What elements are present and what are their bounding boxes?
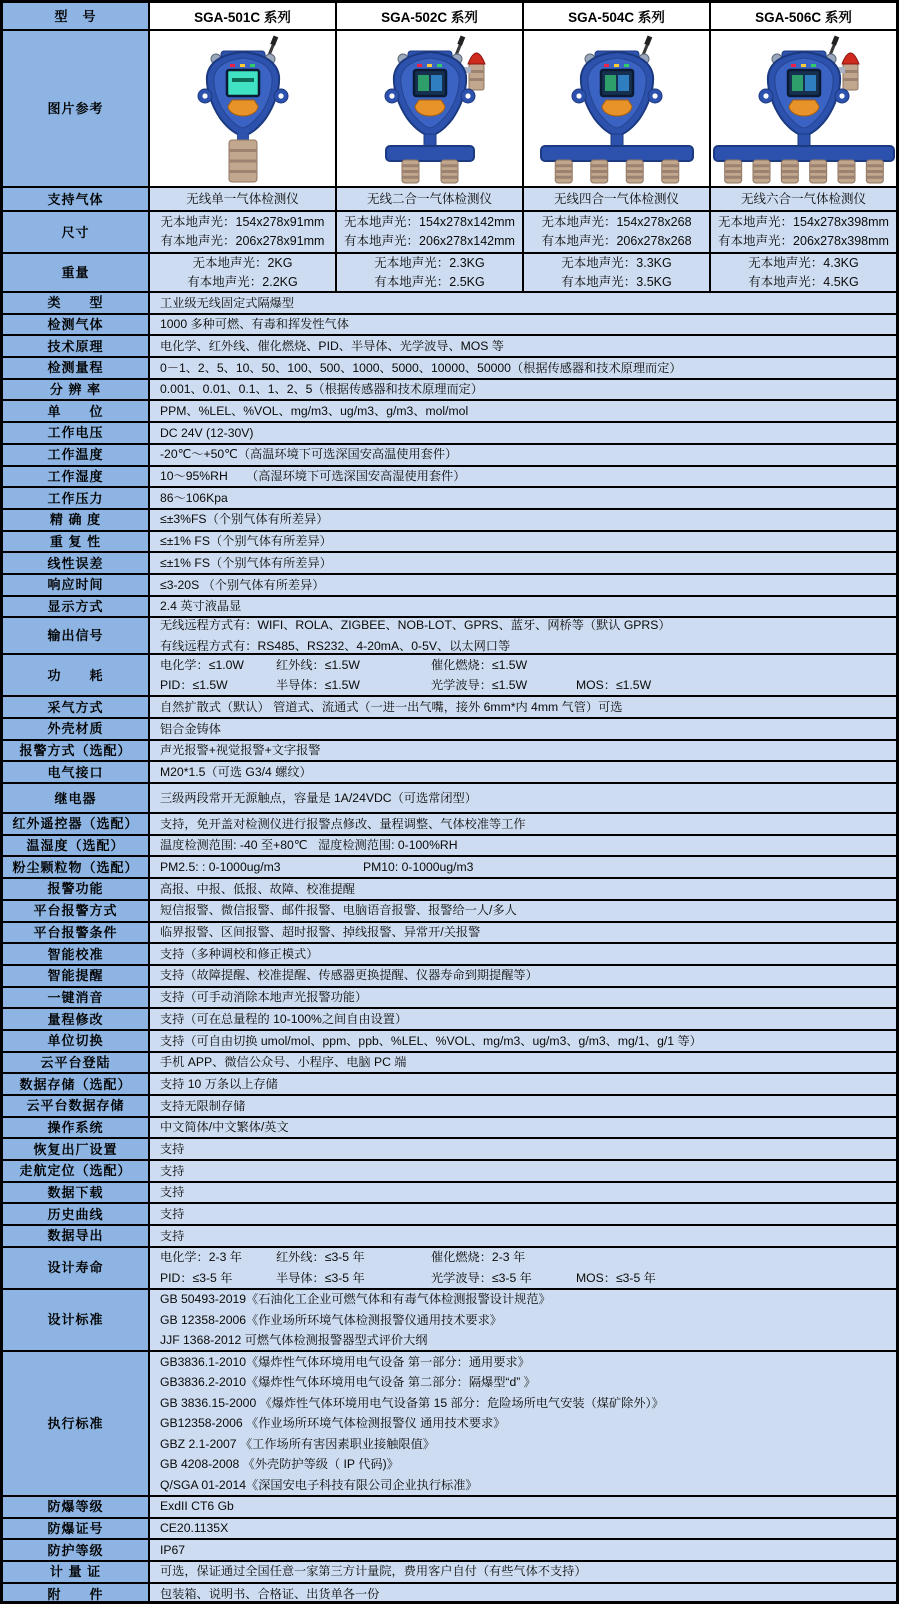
spec-value-segment: 红外线：≤1.5W xyxy=(276,657,360,672)
spec-row-label: 精 确 度 xyxy=(3,510,150,530)
spec-row-value xyxy=(150,1074,896,1094)
comparison-cell xyxy=(711,254,896,291)
spec-row-value xyxy=(150,1540,896,1560)
spec-row-value xyxy=(150,879,896,899)
comparison-cell xyxy=(711,188,896,210)
spec-row xyxy=(3,814,896,836)
spec-row-value xyxy=(150,1519,896,1539)
spec-row-label: 防爆证号 xyxy=(3,1519,150,1539)
spec-row xyxy=(3,988,896,1010)
spec-row-label: 重 复 性 xyxy=(3,532,150,552)
model-column-header: SGA-506C 系列 xyxy=(711,3,896,29)
comparison-row-cells xyxy=(150,212,896,252)
comparison-cell xyxy=(150,188,337,210)
spec-value-segment: 光学波导：≤1.5W xyxy=(431,678,528,693)
spec-row-value xyxy=(150,1497,896,1517)
spec-row-value xyxy=(150,1183,896,1203)
spec-row xyxy=(3,510,896,532)
spec-row-label: 数据导出 xyxy=(3,1226,150,1246)
comparison-cell-line: 无线单一气体检测仪 xyxy=(186,191,299,206)
spec-row-value xyxy=(150,575,896,595)
comparison-row-label: 尺寸 xyxy=(3,212,150,252)
spec-row-label: 外壳材质 xyxy=(3,719,150,739)
spec-value-segment: MOS：≤3-5 年 xyxy=(576,1270,656,1285)
spec-row xyxy=(3,1248,896,1290)
spec-row-label: 防护等级 xyxy=(3,1540,150,1560)
spec-row-label: 工作湿度 xyxy=(3,467,150,487)
spec-value-line: 支持（故障提醒、校准提醒、传感器更换提醒、仪器寿命到期提醒等） xyxy=(160,968,538,983)
model-header-columns xyxy=(150,3,896,29)
spec-row-label: 操作系统 xyxy=(3,1118,150,1138)
spec-row-value xyxy=(150,966,896,986)
spec-row-label: 功 耗 xyxy=(3,655,150,695)
spec-row-label: 量程修改 xyxy=(3,1009,150,1029)
product-image-SGA-501C xyxy=(148,34,338,184)
comparison-cell-line: 有本地声光：206x278x91mm xyxy=(160,234,325,248)
comparison-row-label: 支持气体 xyxy=(3,188,150,210)
comparison-cell-line: 无本地声光：4.3KG xyxy=(748,255,859,270)
comparison-cell-line: 无本地声光：2.3KG xyxy=(374,255,485,270)
image-reference-cells xyxy=(150,31,896,186)
spec-value-line xyxy=(160,857,896,878)
spec-value-line: 0.001、0.01、0.1、1、2、5（根据传感器和技术原理而定） xyxy=(160,382,484,397)
spec-row-value xyxy=(150,467,896,487)
comparison-cell-line: 无线六合一气体检测仪 xyxy=(740,191,866,206)
spec-row-label: 附 件 xyxy=(3,1584,150,1604)
spec-row-value xyxy=(150,1161,896,1181)
spec-value-line: 三级两段常开无源触点，容量是 1A/24VDC（可选常闭型） xyxy=(160,790,477,805)
comparison-cell-line: 无本地声光：3.3KG xyxy=(561,255,672,270)
comparison-cell-line: 无本地声光：2KG xyxy=(192,255,293,270)
spec-row-label: 数据存储（选配） xyxy=(3,1074,150,1094)
spec-value-line: 支持，免开盖对检测仪进行报警点修改、量程调整、气体校准等工作 xyxy=(160,816,526,831)
spec-row-label: 云平台登陆 xyxy=(3,1053,150,1073)
spec-value-line: GB12358-2006 《作业场所环境气体检测报警仪 通用技术要求》 xyxy=(160,1416,506,1431)
spec-value-segment: 电化学：2-3 年 xyxy=(160,1250,242,1265)
spec-value-line: Q/SGA 01-2014《深国安电子科技有限公司企业执行标准》 xyxy=(160,1477,478,1492)
spec-value-segment: PID：≤3-5 年 xyxy=(160,1270,233,1285)
spec-row xyxy=(3,836,896,858)
comparison-cell-line: 有本地声光：3.5KG xyxy=(561,274,672,289)
spec-row xyxy=(3,1519,896,1541)
spec-row-value xyxy=(150,944,896,964)
spec-value-line: 有线远程方式有：RS485、RS232、4-20mA、0-5V、以太网口等 xyxy=(160,638,511,653)
spec-row-label: 恢复出厂设置 xyxy=(3,1139,150,1159)
spec-row-value xyxy=(150,762,896,782)
spec-value-line: GB 12358-2006《作业场所环境气体检测报警仪通用技术要求》 xyxy=(160,1312,502,1327)
spec-row xyxy=(3,1352,896,1497)
spec-row xyxy=(3,741,896,763)
spec-row-value xyxy=(150,1226,896,1246)
spec-value-line: 工业级无线固定式隔爆型 xyxy=(160,295,295,310)
spec-value-line: 支持（可在总量程的 10-100%之间自由设置） xyxy=(160,1011,408,1026)
spec-row-label: 输出信号 xyxy=(3,618,150,653)
comparison-cell xyxy=(337,254,524,291)
comparison-cell xyxy=(524,188,711,210)
comparison-row-cells xyxy=(150,254,896,291)
spec-row-value xyxy=(150,1352,896,1495)
spec-row xyxy=(3,1204,896,1226)
spec-row-label: 历史曲线 xyxy=(3,1204,150,1224)
spec-row-label: 技术原理 xyxy=(3,336,150,356)
spec-row xyxy=(3,1139,896,1161)
comparison-cell-line: 无本地声光：154x278x398mm xyxy=(718,215,889,229)
product-image-SGA-506C xyxy=(709,34,899,184)
spec-value-segment: 温度检测范围: -40 至+80℃ xyxy=(160,838,308,853)
spec-row-value xyxy=(150,423,896,443)
spec-value-line: ≤±1% FS（个别气体有所差异） xyxy=(160,555,332,570)
spec-row xyxy=(3,618,896,655)
spec-row-value xyxy=(150,923,896,943)
spec-value-line: ≤±3%FS（个别气体有所差异） xyxy=(160,512,329,527)
spec-row-label: 计 量 证 xyxy=(3,1562,150,1582)
spec-row xyxy=(3,1074,896,1096)
spec-row xyxy=(3,423,896,445)
spec-value-line: GB 3836.15-2000 《爆炸性气体环境用电气设备第 15 部分：危险场所电气安装（煤矿除外）》 xyxy=(160,1395,664,1410)
spec-row-label: 防爆等级 xyxy=(3,1497,150,1517)
spec-value-segment: 半导体：≤3-5 年 xyxy=(276,1270,365,1285)
spec-row-value xyxy=(150,988,896,1008)
spec-value-segment: 电化学：≤1.0W xyxy=(160,657,244,672)
model-header-label: 型 号 xyxy=(3,3,150,29)
product-image-cell xyxy=(150,31,337,186)
spec-row-value xyxy=(150,719,896,739)
spec-row-value xyxy=(150,597,896,617)
spec-row-label: 走航定位（选配） xyxy=(3,1161,150,1181)
spec-row xyxy=(3,1226,896,1248)
spec-row-value xyxy=(150,741,896,761)
comparison-cell xyxy=(337,188,524,210)
spec-row-value xyxy=(150,857,896,877)
spec-row xyxy=(3,575,896,597)
spec-row xyxy=(3,655,896,697)
spec-value-line xyxy=(160,655,896,676)
comparison-cell-line: 无本地声光：154x278x142mm xyxy=(344,215,515,229)
spec-row-value xyxy=(150,315,896,335)
spec-row-value xyxy=(150,1584,896,1604)
spec-row xyxy=(3,1053,896,1075)
spec-row-value xyxy=(150,836,896,856)
product-image-SGA-504C xyxy=(522,34,712,184)
spec-value-segment: PM2.5: : 0-1000ug/m3 xyxy=(160,860,281,875)
spec-row xyxy=(3,1118,896,1140)
spec-row-value xyxy=(150,293,896,313)
spec-value-line: ≤±1% FS（个别气体有所差异） xyxy=(160,534,332,549)
spec-value-line: 1000 多种可燃、有毒和挥发性气体 xyxy=(160,317,349,332)
spec-row-value xyxy=(150,488,896,508)
spec-value-line xyxy=(160,675,896,696)
spec-row-value xyxy=(150,618,896,653)
spec-value-line: 包装箱、说明书、合格证、出货单各一份 xyxy=(160,1587,380,1602)
spec-row-label: 智能校准 xyxy=(3,944,150,964)
comparison-cell-line: 无线二合一气体检测仪 xyxy=(366,191,492,206)
comparison-cell xyxy=(524,254,711,291)
spec-value-line: 无线远程方式有：WIFI、ROLA、ZIGBEE、NOB-LOT、GPRS、蓝牙、网桥等（默认 GPRS） xyxy=(160,618,671,633)
spec-row-label: 云平台数据存储 xyxy=(3,1096,150,1116)
spec-value-line: 自然扩散式（默认） 管道式、流通式（一进一出气嘴，接外 6mm*内 4mm 气管）可选 xyxy=(160,699,623,714)
comparison-row-label: 重量 xyxy=(3,254,150,291)
spec-row-label: 分 辨 率 xyxy=(3,380,150,400)
product-image-cell xyxy=(524,31,711,186)
spec-row-value xyxy=(150,1139,896,1159)
spec-value-line: DC 24V (12-30V) xyxy=(160,425,254,440)
spec-row xyxy=(3,1009,896,1031)
spec-value-line: 声光报警+视觉报警+文字报警 xyxy=(160,743,321,758)
spec-value-line: 支持 xyxy=(160,1228,185,1243)
spec-row xyxy=(3,944,896,966)
spec-row-value xyxy=(150,1031,896,1051)
spec-value-segment: 半导体：≤1.5W xyxy=(276,678,360,693)
spec-value-line: 10～95%RH （高湿环境下可选深国安高湿使用套件） xyxy=(160,469,466,484)
spec-value-line: GB3836.1-2010《爆炸性气体环境用电气设备 第一部分：通用要求》 xyxy=(160,1354,530,1369)
spec-row xyxy=(3,1096,896,1118)
spec-row-label: 继电器 xyxy=(3,784,150,812)
spec-row-value xyxy=(150,1096,896,1116)
spec-row xyxy=(3,966,896,988)
spec-value-segment: 催化燃烧：2-3 年 xyxy=(431,1250,526,1265)
spec-value-line: 支持 10 万条以上存储 xyxy=(160,1076,278,1091)
spec-value-line: 支持（可自由切换 umol/mol、ppm、ppb、%LEL、%VOL、mg/m3、ug/m3、g/m3、mg/1、g/1 等） xyxy=(160,1033,702,1048)
comparison-row xyxy=(3,254,896,293)
spec-row xyxy=(3,532,896,554)
spec-value-line: 支持 xyxy=(160,1163,185,1178)
comparison-row-cells xyxy=(150,188,896,210)
spec-row xyxy=(3,901,896,923)
spec-row xyxy=(3,857,896,879)
spec-row-label: 工作温度 xyxy=(3,445,150,465)
spec-row-label: 报警功能 xyxy=(3,879,150,899)
spec-value-line: ≤3-20S （个别气体有所差异） xyxy=(160,577,325,592)
spec-row-value xyxy=(150,510,896,530)
spec-row-value xyxy=(150,445,896,465)
spec-row-label: 执行标准 xyxy=(3,1352,150,1495)
spec-row xyxy=(3,293,896,315)
spec-value-line: 中文简体/中文繁体/英文 xyxy=(160,1120,289,1135)
spec-row-label: 采气方式 xyxy=(3,697,150,717)
spec-row xyxy=(3,315,896,337)
spec-row-label: 响应时间 xyxy=(3,575,150,595)
spec-row-value xyxy=(150,1562,896,1582)
product-image-cell xyxy=(337,31,524,186)
spec-row-label: 设计标准 xyxy=(3,1290,150,1350)
spec-value-line: 手机 APP、微信公众号、小程序、电脑 PC 端 xyxy=(160,1055,407,1070)
spec-row-label: 检测气体 xyxy=(3,315,150,335)
spec-value-line: GB3836.2-2010《爆炸性气体环境用电气设备 第二部分：隔爆型“d” 》 xyxy=(160,1375,536,1390)
spec-value-line xyxy=(160,835,896,856)
spec-value-line: 可选，保证通过全国任意一家第三方计量院，费用客户自付（有些气体不支持） xyxy=(160,1564,587,1579)
model-column-header: SGA-501C 系列 xyxy=(150,3,337,29)
spec-row-label: 粉尘颗粒物（选配） xyxy=(3,857,150,877)
spec-value-segment: 红外线：≤3-5 年 xyxy=(276,1250,365,1265)
spec-row-value xyxy=(150,901,896,921)
spec-row-label: 一键消音 xyxy=(3,988,150,1008)
comparison-cell-line: 有本地声光：2.5KG xyxy=(374,274,485,289)
product-image-cell xyxy=(711,31,896,186)
spec-row-label: 检测量程 xyxy=(3,358,150,378)
spec-row xyxy=(3,488,896,510)
spec-row xyxy=(3,1290,896,1352)
comparison-cell-line: 无本地声光：154x278x268 xyxy=(541,215,692,229)
spec-row-value xyxy=(150,1009,896,1029)
spec-row xyxy=(3,336,896,358)
spec-row xyxy=(3,719,896,741)
spec-row-value xyxy=(150,697,896,717)
spec-value-line: JJF 1368-2012 可燃气体检测报警器型式评价大纲 xyxy=(160,1333,428,1348)
spec-value-line: 支持 xyxy=(160,1141,185,1156)
spec-value-line: 86～106Kpa xyxy=(160,490,228,505)
spec-value-segment: PID：≤1.5W xyxy=(160,678,228,693)
spec-row-label: 报警方式（选配） xyxy=(3,741,150,761)
spec-row-value xyxy=(150,1204,896,1224)
comparison-row xyxy=(3,212,896,254)
comparison-cell-line: 无线四合一气体检测仪 xyxy=(553,191,679,206)
spec-value-line: 支持 xyxy=(160,1207,185,1222)
spec-row xyxy=(3,762,896,784)
spec-value-line: M20*1.5（可选 G3/4 螺纹） xyxy=(160,764,312,779)
spec-value-line: 支持（多种调校和修正模式） xyxy=(160,946,319,961)
spec-row xyxy=(3,784,896,814)
spec-row-label: 红外遥控器（选配） xyxy=(3,814,150,834)
spec-row-label: 平台报警方式 xyxy=(3,901,150,921)
comparison-cell-line: 有本地声光：206x278x268 xyxy=(541,234,692,248)
spec-value-line: ExdII CT6 Gb xyxy=(160,1499,234,1514)
spec-row xyxy=(3,380,896,402)
spec-row xyxy=(3,879,896,901)
spec-row-value xyxy=(150,553,896,573)
comparison-cell-line: 有本地声光：2.2KG xyxy=(187,274,298,289)
spec-row xyxy=(3,1584,896,1604)
product-image-SGA-502C xyxy=(335,34,525,184)
spec-value-line xyxy=(160,1268,896,1289)
spec-value-segment: PM10: 0-1000ug/m3 xyxy=(363,860,474,875)
spec-value-line: -20℃～+50℃（高温环境下可选深国安高温使用套件） xyxy=(160,447,458,462)
spec-value-line: 支持 xyxy=(160,1185,185,1200)
spec-value-line: GB 4208-2008 《外壳防护等级（ IP 代码)》 xyxy=(160,1457,399,1472)
spec-row xyxy=(3,1031,896,1053)
spec-row xyxy=(3,1562,896,1584)
spec-value-segment: 湿度检测范围: 0-100%RH xyxy=(318,838,458,853)
model-column-header: SGA-502C 系列 xyxy=(337,3,524,29)
spec-value-segment: 催化燃烧：≤1.5W xyxy=(431,657,528,672)
spec-row-label: 类 型 xyxy=(3,293,150,313)
spec-row-label: 平台报警条件 xyxy=(3,923,150,943)
spec-value-line: CE20.1135X xyxy=(160,1521,229,1536)
spec-row-value xyxy=(150,655,896,695)
spec-row-label: 电气接口 xyxy=(3,762,150,782)
spec-row xyxy=(3,1161,896,1183)
spec-value-line: 支持无限制存储 xyxy=(160,1098,246,1113)
spec-value-line: 支持（可手动消除本地声光报警功能） xyxy=(160,990,368,1005)
comparison-cell xyxy=(711,212,896,252)
spec-row xyxy=(3,1497,896,1519)
spec-row-value xyxy=(150,532,896,552)
spec-row xyxy=(3,553,896,575)
spec-row-label: 智能提醒 xyxy=(3,966,150,986)
spec-value-line: 铝合金铸体 xyxy=(160,721,221,736)
comparison-cell-line: 有本地声光：206x278x398mm xyxy=(718,234,889,248)
image-reference-row xyxy=(3,31,896,188)
spec-value-segment: 光学波导：≤3-5 年 xyxy=(431,1270,532,1285)
spec-value-line: 临界报警、区间报警、超时报警、掉线报警、异常开/关报警 xyxy=(160,925,481,940)
spec-value-line: 电化学、红外线、催化燃烧、PID、半导体、光学波导、MOS 等 xyxy=(160,338,504,353)
spec-row-label: 工作压力 xyxy=(3,488,150,508)
spec-row xyxy=(3,467,896,489)
spec-row-label: 线性误差 xyxy=(3,553,150,573)
spec-row xyxy=(3,923,896,945)
spec-row-value xyxy=(150,401,896,421)
spec-value-line xyxy=(160,1247,896,1268)
spec-row-value xyxy=(150,1053,896,1073)
spec-row-value xyxy=(150,1248,896,1288)
comparison-cell xyxy=(337,212,524,252)
spec-row xyxy=(3,697,896,719)
spec-row xyxy=(3,401,896,423)
spec-row-label: 数据下载 xyxy=(3,1183,150,1203)
spec-row xyxy=(3,445,896,467)
spec-value-line: 0－1、2、5、10、50、100、500、1000、5000、10000、50000（根据传感器和技术原理而定） xyxy=(160,360,682,375)
spec-row-value xyxy=(150,784,896,812)
spec-row xyxy=(3,1183,896,1205)
spec-row xyxy=(3,358,896,380)
comparison-cell-line: 有本地声光：206x278x142mm xyxy=(344,234,515,248)
spec-row-label: 工作电压 xyxy=(3,423,150,443)
spec-row-label: 温湿度（选配） xyxy=(3,836,150,856)
spec-row-label: 设计寿命 xyxy=(3,1248,150,1288)
comparison-row xyxy=(3,188,896,212)
comparison-cell xyxy=(150,212,337,252)
comparison-cell xyxy=(524,212,711,252)
spec-row-label: 单位切换 xyxy=(3,1031,150,1051)
comparison-cell-line: 无本地声光：154x278x91mm xyxy=(160,215,325,229)
spec-row-value xyxy=(150,1290,896,1350)
spec-value-line: IP67 xyxy=(160,1542,186,1557)
spec-value-line: GB 50493-2019《石油化工企业可燃气体和有毒气体检测报警设计规范》 xyxy=(160,1292,551,1307)
spec-value-line: 高报、中报、低报、故障、校准提醒 xyxy=(160,881,355,896)
spec-row-value xyxy=(150,814,896,834)
model-header-row xyxy=(3,3,896,31)
spec-row-label: 显示方式 xyxy=(3,597,150,617)
spec-value-segment: MOS：≤1.5W xyxy=(576,678,652,693)
spec-row-value xyxy=(150,336,896,356)
spec-value-line: 短信报警、微信报警、邮件报警、电脑语音报警、报警给一人/多人 xyxy=(160,903,517,918)
spec-row-value xyxy=(150,358,896,378)
spec-value-line: GBZ 2.1-2007 《工作场所有害因素职业接触限值》 xyxy=(160,1436,435,1451)
spec-value-line: PPM、%LEL、%VOL、mg/m3、ug/m3、g/m3、mol/mol xyxy=(160,404,469,419)
spec-row-label: 单 位 xyxy=(3,401,150,421)
spec-value-line: 2.4 英寸液晶显 xyxy=(160,599,242,614)
spec-row-value xyxy=(150,380,896,400)
image-reference-label: 图片参考 xyxy=(3,31,150,186)
comparison-cell xyxy=(150,254,337,291)
comparison-cell-line: 有本地声光：4.5KG xyxy=(748,274,859,289)
model-column-header: SGA-504C 系列 xyxy=(524,3,711,29)
spec-row xyxy=(3,1540,896,1562)
spec-row-value xyxy=(150,1118,896,1138)
